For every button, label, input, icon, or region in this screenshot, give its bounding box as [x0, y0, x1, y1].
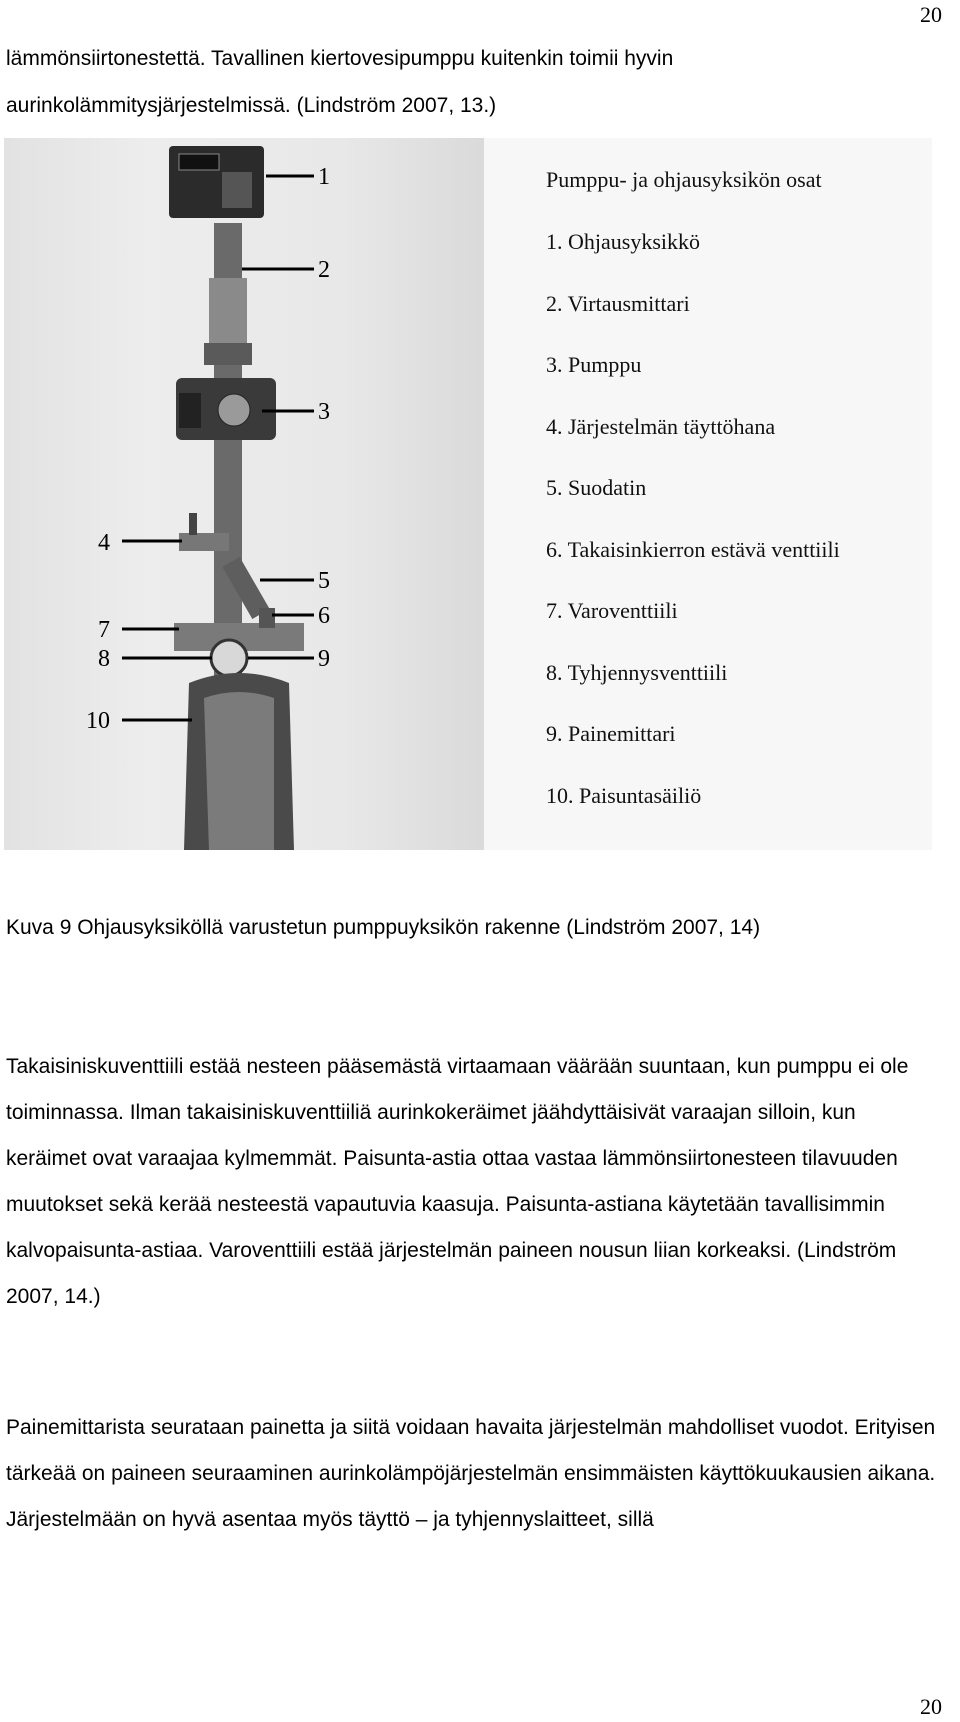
legend-item: 1. Ohjausyksikkö: [546, 229, 700, 254]
body-paragraph-1: Takaisiniskuventtiili estää nesteen pääsemästä virtaamaan väärään suuntaan, kun pumppu ei ole toiminnassa. Ilman takaisiniskuventtiiliä aurinkokeräimet jäähdyttäisivät varaajan silloin, kun keräimet ovat varaajaa kylmemmät. Paisunta-astia ottaa vastaa lämmönsiirtonesteen tilavuuden muutokset sekä kerää nesteestä vapautuvia kaasuja. Paisunta-astiana käytetään tavallisimmin kalvopaisunta-astiaa. Varoventtiili estää järjestelmän paineen nousun liian korkeaksi. (Lindström 2007, 14.): [6, 1055, 909, 1308]
pump-unit-figure: [4, 138, 932, 850]
callout-9: 9: [318, 646, 330, 672]
pump-terminal: [179, 393, 201, 428]
flow-meter-nut: [204, 343, 252, 365]
figure-legend: [546, 160, 840, 837]
callout-5: 5: [318, 568, 330, 594]
callout-10: 10: [86, 708, 110, 734]
body-paragraph-2: Painemittarista seurataan painetta ja siitä voidaan havaita järjestelmän mahdolliset vuodot. Erityisen tärkeää on paineen seuraaminen aurinkolämpöjärjestelmän ensimmäisten käyttökuukausien aikana. Järjestelmään on hyvä asentaa myös täyttö – ja tyhjennyslaitteet, sillä: [6, 1416, 936, 1531]
filler-valve: [179, 533, 229, 551]
callout-7: 7: [98, 617, 110, 643]
intro-paragraph: lämmönsiirtonestettä. Tavallinen kiertovesipumppu kuitenkin toimii hyvin aurinkolämmitysjärjestelmissä. (Lindström 2007, 13.): [6, 47, 674, 117]
legend-item: 4. Järjestelmän täyttöhana: [546, 413, 776, 439]
legend-item: 7. Varoventtiili: [546, 598, 678, 623]
pump-dial: [218, 394, 250, 426]
pressure-gauge: [211, 640, 247, 676]
callout-3: 3: [318, 399, 330, 425]
legend-item: 2. Virtausmittari: [546, 290, 690, 316]
callout-2: 2: [318, 257, 330, 283]
figure-caption: Kuva 9 Ohjausyksiköllä varustetun pumppuyksikön rakenne (Lindström 2007, 14): [6, 916, 761, 939]
callout-8: 8: [98, 646, 110, 672]
expansion-tank-highlight: [204, 692, 274, 850]
flow-meter: [209, 278, 247, 348]
legend-title: Pumppu- ja ohjausyksikön osat: [546, 167, 822, 192]
legend-item: 3. Pumppu: [546, 352, 642, 377]
filler-valve-handle: [189, 513, 197, 535]
callout-1: 1: [318, 164, 330, 190]
legend-item: 10. Paisuntasäiliö: [546, 782, 702, 808]
control-display: [179, 154, 219, 170]
pump-unit-illustration: [4, 138, 484, 850]
callout-6: 6: [318, 603, 330, 629]
pump-unit-photo: [4, 138, 484, 850]
control-panel: [222, 172, 252, 208]
legend-item: 8. Tyhjennysventtiili: [546, 659, 728, 685]
legend-item: 9. Painemittari: [546, 721, 676, 746]
callout-4: 4: [98, 530, 110, 556]
check-valve-cap: [259, 608, 275, 628]
legend-item: 5. Suodatin: [546, 475, 647, 500]
legend-item: 6. Takaisinkierron estävä venttiili: [546, 536, 840, 562]
page-number-bottom: 20: [920, 1694, 942, 1719]
page-number-top: 20: [920, 2, 942, 27]
